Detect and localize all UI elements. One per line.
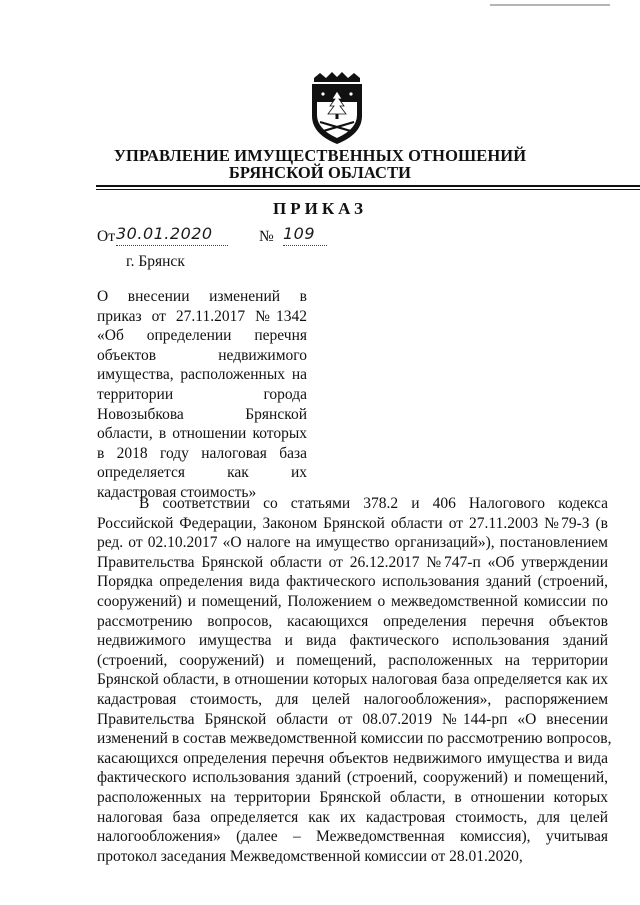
subject-line: имущества, расположенных на [97,366,307,384]
subject-line: определяется как их [97,464,307,482]
body-line: касающихся определения перечня объектов недвижимого имущества и вида [97,749,608,767]
subject-line: «Об определении перечня [97,327,307,345]
date-number-line [97,224,316,246]
body-line: рассмотрению вопросов, касающихся определения перечня объектов [97,612,608,630]
date-prefix: От [97,228,115,245]
header-divider-thick [96,185,640,187]
body-line: недвижимого имущества и вида фактического использования зданий [97,632,608,650]
handwritten-number: 109 [283,224,316,243]
number-label: № [259,228,274,245]
body-line: сооружений) и помещений, Положением о межведомственной комиссии по [97,592,608,610]
scan-edge-mark [490,4,610,6]
body-line: Брянской области, в отношении которых налоговая база определяется как их [97,671,608,689]
org-name-line1: УПРАВЛЕНИЕ ИМУЩЕСТВЕННЫХ ОТНОШЕНИЙ [113,146,527,165]
subject-line: Новозыбкова Брянской [97,405,307,423]
subject-line: области, в отношении которых [97,425,307,443]
header-divider-thin [96,189,640,190]
body-line: В соответствии со статьями 378.2 и 406 Налогового кодекса [139,495,608,512]
handwritten-date: 30.01.2020 [116,224,213,243]
body-line: Правительства Брянской области от 08.07.2019 №144-рп «О внесении [97,710,608,728]
body-line: кадастровая стоимость, для целей налогообложения», распоряжением [97,690,608,708]
body-line: изменений в состав межведомственной комиссии по рассмотрению вопросов, [97,730,612,748]
coat-of-arms-icon [306,72,368,148]
body-line: налоговая база определяется как их кадастровая стоимость, для целей [97,808,608,826]
subject-line: объектов недвижимого [97,346,307,364]
body-paragraph [97,494,612,866]
body-line: (строений, сооружений) и помещений, расположенных на территории [97,651,608,669]
subject-block [97,287,307,503]
document-title: ПРИКАЗ [273,199,367,218]
subject-line: приказ от 27.11.2017 №1342 [97,307,307,325]
number-underline [283,245,327,246]
subject-line: кадастровая стоимость» [97,483,257,501]
body-line: расположенных на территории Брянской области, в отношении которых [97,788,608,806]
body-line: протокол заседания Межведомственной комиссии от 28.01.2020, [97,847,523,865]
body-line: Российской Федерации, Законом Брянской области от 27.11.2003 №79-З (в [97,514,608,532]
date-underline [116,245,228,246]
subject-line: в 2018 году налоговая база [97,444,307,462]
body-line: фактического использования зданий (строений, сооружений) и помещений, [97,769,608,787]
body-line: Правительства Брянской области от 26.12.2017 №747-п «Об утверждении [97,553,608,571]
body-line: налогообложения» (далее – Межведомственная комиссия), учитывая [97,828,608,846]
body-line: Порядка определения вида фактического использования зданий (строений, [97,573,608,591]
city-name: г. Брянск [126,253,185,270]
org-name-line2: БРЯНСКОЙ ОБЛАСТИ [228,163,412,182]
subject-line: О внесении изменений в [97,288,307,305]
subject-line: территории города [97,385,307,403]
body-line: ред. от 02.10.2017 «О налоге на имущество организаций»), постановлением [97,534,608,552]
